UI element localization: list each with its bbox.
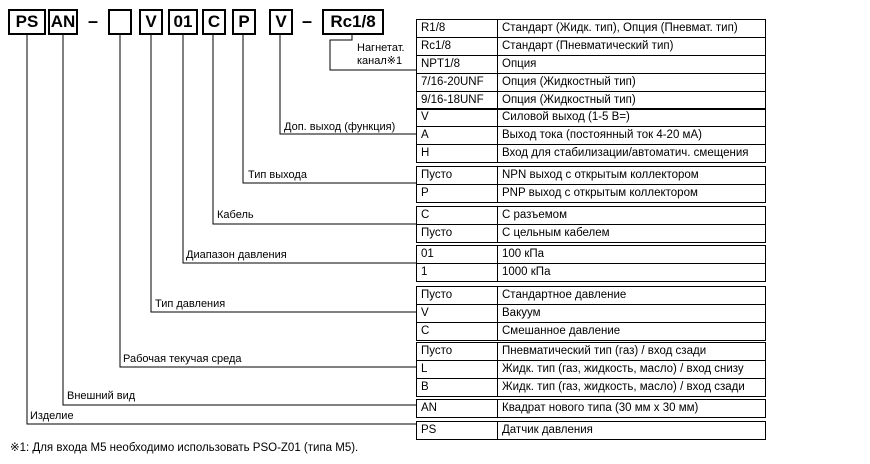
option-description: Квадрат нового типа (30 мм x 30 мм) (498, 400, 766, 418)
code-box-pressure-type: V (139, 9, 163, 35)
option-code: NPT1/8 (417, 56, 498, 74)
option-description: Жидк. тип (газ, жидкость, масло) / вход сзади (498, 379, 766, 397)
option-code: B (417, 379, 498, 397)
appearance-table (416, 399, 766, 418)
cable-table (416, 206, 766, 243)
option-description: Стандарт (Жидк. тип), Опция (Пневмат. тип) (498, 20, 766, 38)
code-box-output-type: P (232, 9, 256, 35)
option-code: H (417, 145, 498, 163)
medium-table (416, 342, 766, 397)
code-box-medium (108, 9, 132, 35)
option-code: 1 (417, 264, 498, 282)
code-box-pressure-range: 01 (168, 9, 198, 35)
option-description: Смешанное давление (498, 323, 766, 341)
option-code: 9/16-18UNF (417, 92, 498, 110)
option-code: AN (417, 400, 498, 418)
code-separator-2: – (302, 11, 313, 31)
label-series: Изделие (30, 410, 74, 422)
option-description: 100 кПа (498, 246, 766, 264)
option-code: 01 (417, 246, 498, 264)
option-code: C (417, 207, 498, 225)
table-row (417, 74, 766, 92)
table-row (417, 246, 766, 264)
option-description: Выход тока (постоянный ток 4-20 мА) (498, 127, 766, 145)
option-description: Опция (498, 56, 766, 74)
table-row (417, 305, 766, 323)
label-output-type: Тип выхода (248, 169, 307, 181)
option-code: R1/8 (417, 20, 498, 38)
table-row (417, 343, 766, 361)
option-code: Rc1/8 (417, 38, 498, 56)
footnote: ※1: Для входа M5 необходимо использовать PSO-Z01 (типа M5). (10, 442, 359, 454)
table-row (417, 167, 766, 185)
table-row (417, 379, 766, 397)
table-row (417, 56, 766, 74)
aux-output-table (416, 108, 766, 163)
option-code: C (417, 323, 498, 341)
option-description: Датчик давления (498, 422, 766, 440)
option-description: Пневматический тип (газ) / вход сзади (498, 343, 766, 361)
option-code: A (417, 127, 498, 145)
leader-pressure-range (183, 35, 416, 263)
option-code: V (417, 305, 498, 323)
option-description: NPN выход с открытым коллектором (498, 167, 766, 185)
label-aux-output: Доп. выход (функция) (284, 121, 396, 133)
option-code: Пусто (417, 167, 498, 185)
option-description: Стандарт (Пневматический тип) (498, 38, 766, 56)
leader-medium (120, 35, 416, 367)
table-row (417, 225, 766, 243)
table-row (417, 185, 766, 203)
label-pressure-range: Диапазон давления (186, 249, 287, 261)
port-table (416, 19, 766, 110)
code-box-port: Rc1/8 (322, 9, 384, 35)
code-box-appearance: AN (48, 9, 78, 35)
table-row (417, 127, 766, 145)
table-row (417, 145, 766, 163)
output-type-table (416, 166, 766, 203)
table-row (417, 38, 766, 56)
code-box-cable: C (202, 9, 226, 35)
code-box-series: PS (8, 9, 46, 35)
table-row (417, 109, 766, 127)
code-box-aux-output: V (269, 9, 293, 35)
option-code: Пусто (417, 287, 498, 305)
table-row (417, 287, 766, 305)
option-description: Вакуум (498, 305, 766, 323)
option-description: Опция (Жидкостный тип) (498, 92, 766, 110)
option-description: Жидк. тип (газ, жидкость, масло) / вход снизу (498, 361, 766, 379)
option-code: P (417, 185, 498, 203)
option-description: Силовой выход (1-5 В=) (498, 109, 766, 127)
option-code: V (417, 109, 498, 127)
table-row (417, 207, 766, 225)
option-description: Стандартное давление (498, 287, 766, 305)
option-code: 7/16-20UNF (417, 74, 498, 92)
label-pressure-type: Тип давления (155, 298, 226, 310)
table-row (417, 323, 766, 341)
series-table (416, 421, 766, 440)
table-row (417, 361, 766, 379)
pressure-type-table (416, 286, 766, 341)
option-description: Опция (Жидкостный тип) (498, 74, 766, 92)
label-port-line1: Нагнетат. (357, 42, 405, 54)
option-description: С цельным кабелем (498, 225, 766, 243)
option-description: 1000 кПа (498, 264, 766, 282)
table-row (417, 20, 766, 38)
option-code: Пусто (417, 343, 498, 361)
table-row (417, 400, 766, 418)
label-appearance: Внешний вид (67, 390, 136, 402)
option-description: PNP выход с открытым коллектором (498, 185, 766, 203)
option-description: Вход для стабилизации/автоматич. смещения (498, 145, 766, 163)
table-row (417, 264, 766, 282)
table-row (417, 422, 766, 440)
label-medium: Рабочая текучая среда (123, 353, 242, 365)
label-cable: Кабель (217, 209, 254, 221)
option-code: Пусто (417, 225, 498, 243)
label-port-line2: канал※1 (357, 55, 403, 67)
table-row (417, 92, 766, 110)
option-code: L (417, 361, 498, 379)
option-code: PS (417, 422, 498, 440)
pressure-range-table (416, 245, 766, 282)
option-description: С разъемом (498, 207, 766, 225)
code-separator-1: – (88, 11, 99, 31)
